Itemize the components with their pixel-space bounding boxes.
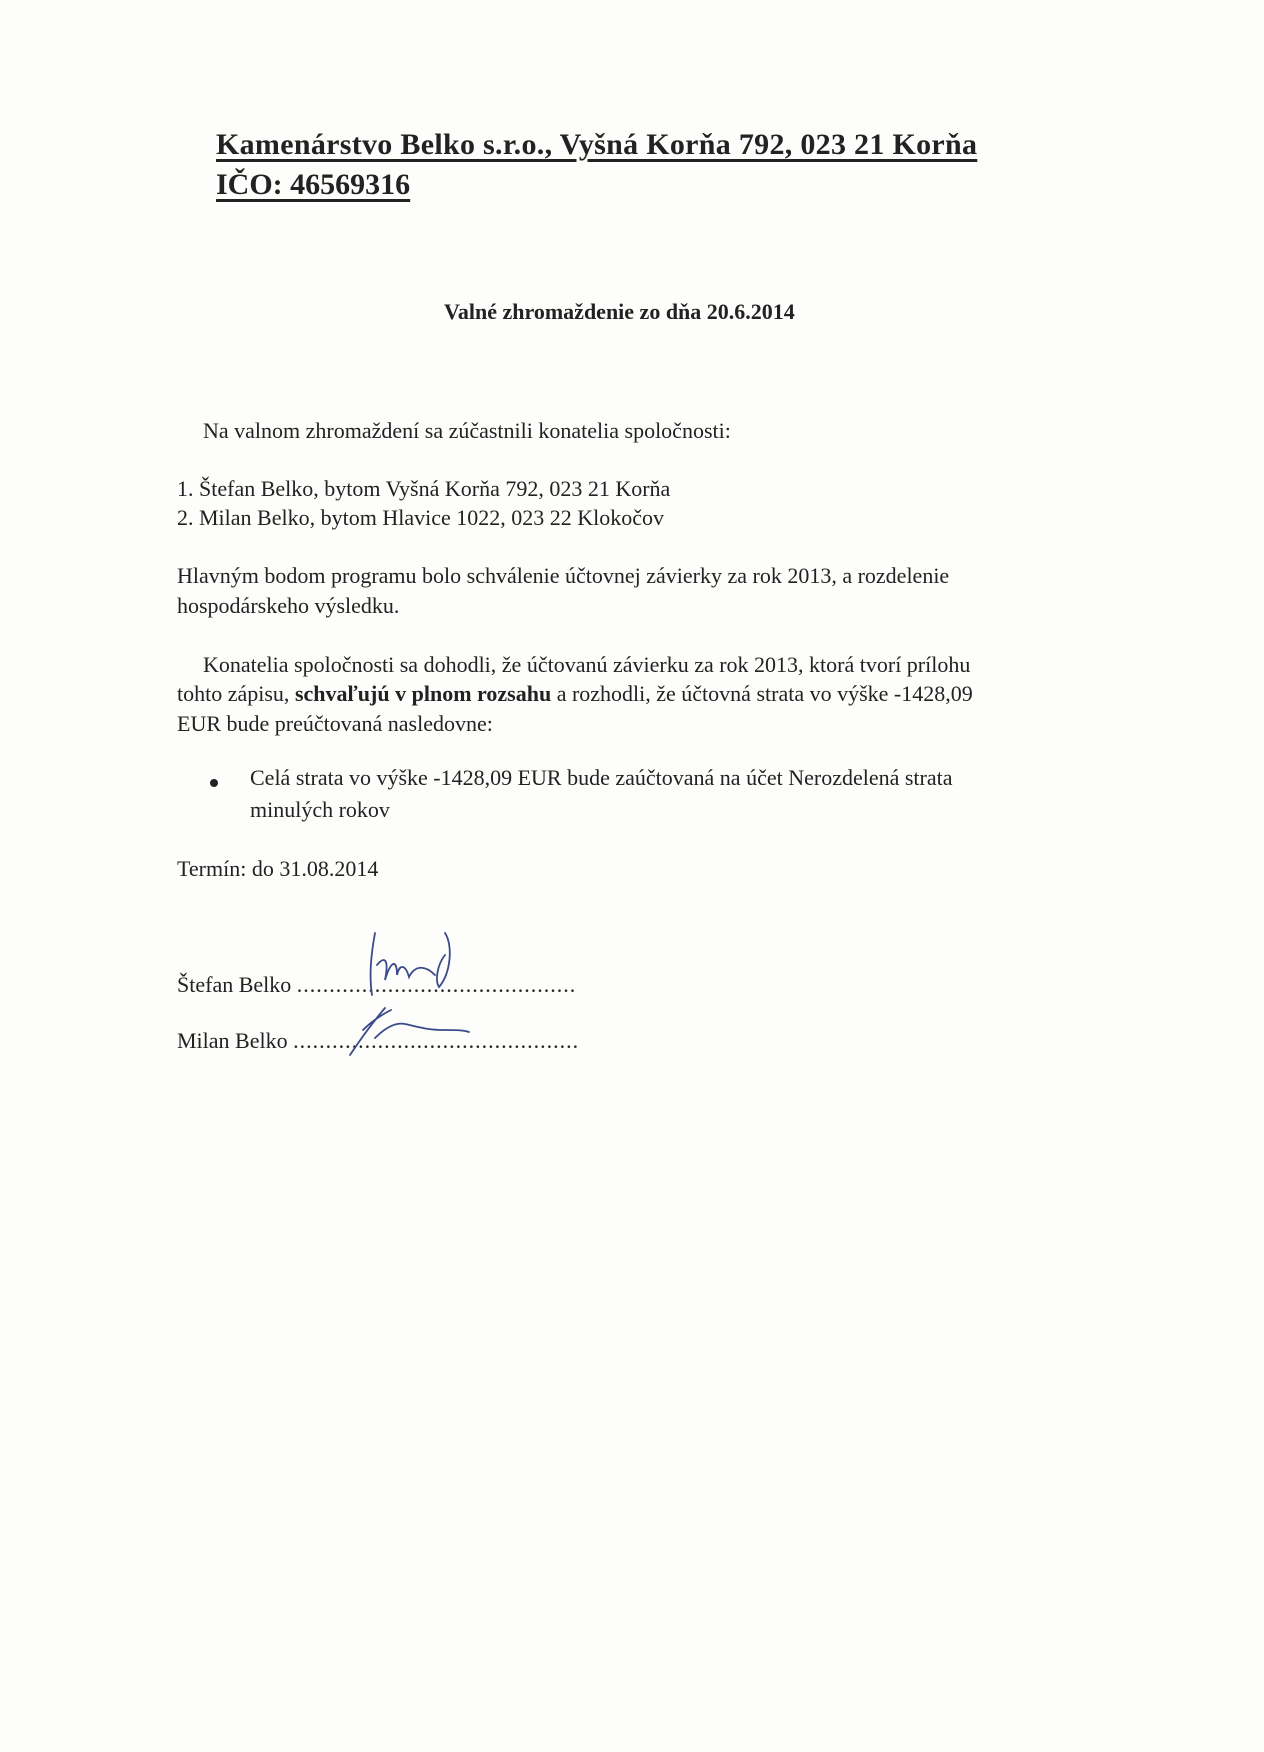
- attendance-intro: Na valnom zhromaždení sa zúčastnili konatelia spoločnosti:: [203, 418, 731, 443]
- resolution-line-3: EUR bude preúčtovaná nasledovne:: [177, 711, 493, 736]
- resolution-line-2: [177, 681, 973, 707]
- bullet-line-2: minulých rokov: [250, 797, 390, 822]
- bullet-line-1: Celá strata vo výške -1428,09 EUR bude zaúčtovaná na účet Nerozdelená strata: [250, 765, 953, 790]
- company-ico: IČO: 46569316: [216, 168, 411, 201]
- signature-dots: ............................................: [293, 1028, 580, 1053]
- resolution-line-1: Konatelia spoločnosti sa dohodli, že účtovanú závierku za rok 2013, ktorá tvorí prílohu: [203, 652, 971, 677]
- resolution-line-2-start: tohto zápisu,: [177, 681, 290, 706]
- deadline: Termín: do 31.08.2014: [177, 856, 379, 881]
- program-line-2: hospodárskeho výsledku.: [177, 593, 400, 618]
- meeting-title: Valné zhromaždenie zo dňa 20.6.2014: [444, 299, 795, 324]
- attendee-1: 1. Štefan Belko, bytom Vyšná Korňa 792, 023 21 Korňa: [177, 476, 671, 501]
- bullet-dot: [210, 779, 218, 787]
- handwritten-signature-milan: [345, 1000, 485, 1060]
- signatory-name: Štefan Belko: [177, 972, 292, 997]
- handwritten-signature-stefan: [355, 925, 465, 1000]
- attendee-2: 2. Milan Belko, bytom Hlavice 1022, 023 22 Klokočov: [177, 505, 664, 530]
- resolution-line-2-end: a rozhodli, že účtovná strata vo výške -1428,09: [556, 681, 973, 706]
- signatory-name: Milan Belko: [177, 1028, 288, 1053]
- signature-dots: ...........................................: [296, 972, 577, 997]
- resolution-approval-emphasis: schvaľujú v plnom rozsahu: [294, 681, 552, 706]
- program-line-1: Hlavným bodom programu bolo schválenie účtovnej závierky za rok 2013, a rozdelenie: [177, 563, 950, 588]
- company-header: Kamenárstvo Belko s.r.o., Vyšná Korňa 792, 023 21 Korňa: [216, 128, 978, 161]
